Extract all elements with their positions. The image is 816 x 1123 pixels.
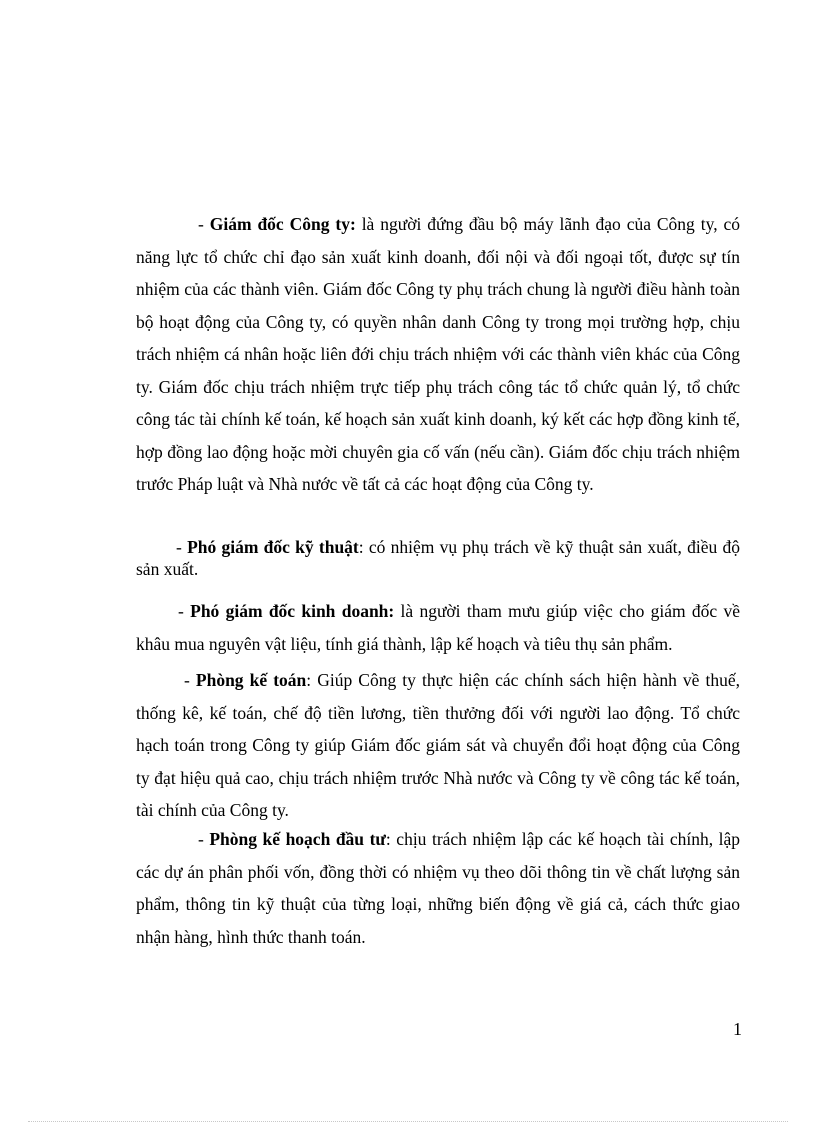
paragraph-body: : chịu trách nhiệm lập các kế hoạch tài chính, lập các dự án phân phối vốn, đồng thời có nhiệm vụ theo dõi thông tin về chất lượng sản phẩm, thông tin kỹ thuật của từng loại, những biến động về giá cả, cách thức giao nhận hàng, hình thức thanh toán. (136, 829, 740, 947)
bullet-dash: - (184, 670, 196, 690)
bullet-dash: - (178, 601, 191, 621)
paragraph-body: là người đứng đầu bộ máy lãnh đạo của Công ty, có năng lực tổ chức chỉ đạo sản xuất kinh doanh, đối nội và đối ngoại tốt, được sự tín nhiệm của các thành viên. Giám đốc Công ty phụ trách chung là người điều hành toàn bộ hoạt động của Công ty, có quyền nhân danh Công ty trong mọi trường hợp, chịu trách nhiệm cá nhân hoặc liên đới chịu trách nhiệm với các thành viên khác của Công ty. Giám đốc chịu trách nhiệm trực tiếp phụ trách công tác tổ chức quản lý, tổ chức công tác tài chính kế toán, kế hoạch sản xuất kinh doanh, ký kết các hợp đồng kinh tế, hợp đồng lao động hoặc mời chuyên gia cố vấn (nếu cần). Giám đốc chịu trách nhiệm trước Pháp luật và Nhà nước về tất cả các hoạt động của Công ty. (136, 214, 740, 494)
bullet-dash: - (198, 214, 210, 234)
term-pho-giam-doc-kinh-doanh: Phó giám đốc kinh doanh: (190, 601, 395, 621)
page-number: 1 (733, 1019, 742, 1039)
paragraph-giam-doc (136, 208, 740, 501)
term-pho-giam-doc-ky-thuat: Phó giám đốc kỹ thuật (187, 537, 359, 557)
paragraph-phong-ke-hoach-dau-tu (136, 823, 740, 953)
term-phong-ke-toan: Phòng kế toán (195, 670, 307, 690)
term-giam-doc: Giám đốc Công ty: (209, 214, 356, 234)
bullet-dash: - (176, 537, 188, 557)
paragraph-body: là người tham mưu giúp việc cho giám đốc về khâu mua nguyên vật liệu, tính giá thành, lập kế hoạch và tiêu thụ sản phẩm. (136, 601, 741, 654)
paragraph-pho-giam-doc-kinh-doanh (136, 595, 740, 660)
bullet-dash: - (198, 829, 210, 849)
footer-divider (28, 1121, 788, 1122)
term-phong-ke-hoach-dau-tu: Phòng kế hoạch đầu tư (209, 829, 386, 849)
paragraph-phong-ke-toan (136, 664, 740, 827)
paragraph-pho-giam-doc-ky-thuat (136, 536, 740, 580)
paragraph-body: : Giúp Công ty thực hiện các chính sách hiện hành về thuế, thống kê, kế toán, chế độ tiền lương, tiền thưởng đối với người lao động. Tổ chức hạch toán trong Công ty giúp Giám đốc giám sát và chuyển đổi hoạt động của Công ty đạt hiệu quả cao, chịu trách nhiệm trước Nhà nước và Công ty về công tác kế toán, tài chính của Công ty. (136, 670, 741, 820)
paragraph-body: : có nhiệm vụ phụ trách về kỹ thuật sản xuất, điều độ sản xuất. (136, 537, 740, 579)
